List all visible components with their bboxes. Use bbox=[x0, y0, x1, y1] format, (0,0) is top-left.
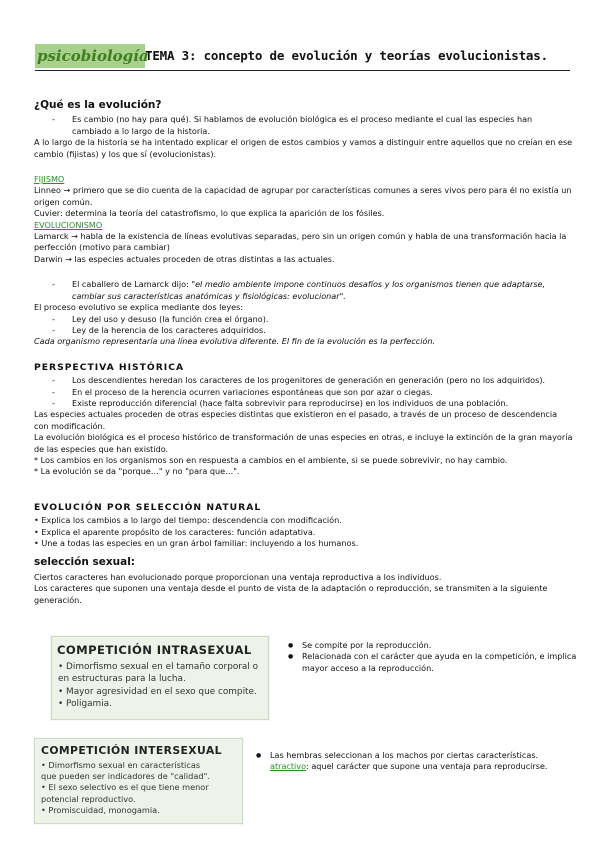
intrasexual-item-2: • Mayor agresividad en el sexo que compite. bbox=[58, 686, 257, 697]
sexual-paragraph-2: Los caracteres que suponen una ventaja desde el punto de vista de la adaptación o reproducción, se transmiten a la siguiente generación. bbox=[34, 583, 548, 605]
quote-prefix: El caballero de Lamarck dijo: bbox=[72, 279, 192, 290]
historica-dash-3: - Existe reproducción diferencial (hace falta sobrevivir para reproducirse) en los individuos de una población. bbox=[34, 398, 574, 409]
natural-bullet-2: • Explica el aparente propósito de los caracteres: función adaptativa. bbox=[34, 526, 316, 537]
header-underline bbox=[35, 70, 570, 71]
natural-bullet-3: • Une a todas las especies en un gran árbol familiar: incluyendo a los humanos. bbox=[34, 538, 359, 548]
intersexual-item-1b: que pueden ser indicadores de "calidad". bbox=[41, 771, 210, 782]
intrasexual-item-1: • Dimorfismo sexual en el tamaño corporal o bbox=[58, 662, 259, 672]
intrasexual-note-2: ● Relacionada con el carácter que ayuda en la competición, e implica mayor acceso a la reproducción. bbox=[288, 651, 578, 674]
intrasexual-note-1: ● Se compite por la reproducción. bbox=[288, 640, 578, 651]
historica-dash-2: - En el proceso de la herencia ocurren variaciones espontáneas que son por azar o ciegas. bbox=[34, 387, 574, 398]
fijismo-label: FIJISMO bbox=[34, 174, 65, 185]
intrasexual-item-3: • Poligamia. bbox=[58, 699, 112, 710]
lamarck-quote bbox=[34, 279, 574, 302]
intro-paragraph: A lo largo de la historia se ha intentado explicar el origen de estos cambios y vamos a distinguir entre aquellos que no creían en ese cambio (fijistas) y los que sí (evolucionistas). bbox=[34, 137, 573, 159]
section-heading-que-es: ¿Qué es la evolución? bbox=[34, 99, 162, 111]
intersexual-item-2: • El sexo selectivo es el que tiene menor bbox=[41, 782, 209, 793]
historica-paragraph-1: Las especies actuales proceden de otras especies distintas que existieron en el pasado, a través de un proceso de descendencia con modificación. bbox=[34, 409, 558, 431]
page-header bbox=[35, 44, 570, 72]
quote-text: "el medio ambiente impone continuos desafíos y los organismos tienen que adaptarse, cambiar sus características anatómicas y fisiológicas: evolucionar". bbox=[72, 279, 546, 301]
historica-paragraph-2: La evolución biológica es el proceso histórico de transformación de unas especies en otras, e incluye la extinción de la gran mayoría de las especies que han existido. bbox=[34, 432, 573, 454]
intersexual-note-1: ● Las hembras seleccionan a los machos por ciertas características. bbox=[256, 750, 586, 761]
intrasexual-title: COMPETICIÓN INTRASEXUAL bbox=[57, 643, 252, 657]
cuvier-paragraph: Cuvier: determina la teoría del catastrofismo, lo que explica la aparición de los fósiles. bbox=[34, 208, 385, 219]
historica-note-2: * La evolución se da "porque…" y no "para que…". bbox=[34, 466, 240, 477]
darwin-paragraph: Darwin → las especies actuales proceden de otras distintas a las actuales. bbox=[34, 253, 335, 264]
intrasexual-item-1b: en estructuras para la lucha. bbox=[58, 674, 186, 685]
lamarck-paragraph: Lamarck → habla de la existencia de líneas evolutivas separadas, pero sin un origen común y habla de una transformación hacia la perfección (motivo para cambiar) bbox=[34, 231, 567, 253]
intersexual-item-3: • Promiscuidad, monogamia. bbox=[41, 804, 160, 815]
historica-note-1: * Los cambios en los organismos son en respuesta a cambios en el ambiente, si se puede sobrevivir, no hay cambio. bbox=[34, 454, 508, 465]
intersexual-notes bbox=[256, 750, 586, 773]
intersexual-note-2 bbox=[256, 761, 586, 772]
intersexual-item-1: • Dimorfismo sexual en características bbox=[41, 760, 201, 770]
atractivo-definition: : aquel carácter que supone una ventaja para reproducirse. bbox=[306, 761, 548, 772]
laws-intro: El proceso evolutivo se explica mediante dos leyes: bbox=[34, 302, 244, 313]
section-heading-seleccion-natural: EVOLUCIÓN POR SELECCIÓN NATURAL bbox=[34, 501, 262, 513]
brand-title: psicobiología bbox=[35, 44, 145, 68]
historica-dash-1: - Los descendientes heredan los caracteres de los progenitores de generación en generación (pero no los adquiridos). bbox=[34, 375, 574, 386]
section-heading-seleccion-sexual: selección sexual: bbox=[34, 556, 135, 569]
intersexual-box bbox=[34, 738, 243, 824]
linneo-paragraph: Linneo → primero que se dio cuenta de la capacidad de agrupar por características comunes a seres vivos pero para él no existía un origen común. bbox=[34, 185, 572, 207]
lamarck-closing: Cada organismo representaría una línea evolutiva diferente. El fin de la evolución es la perfección. bbox=[34, 336, 436, 347]
document-body bbox=[34, 100, 574, 606]
page-title: TEMA 3: concepto de evolución y teorías evolucionistas. bbox=[145, 48, 548, 63]
intrasexual-notes bbox=[288, 640, 578, 674]
law-item-1: - Ley del uso y desuso (la función crea el órgano). bbox=[34, 314, 574, 325]
section-heading-historica: PERSPECTIVA HISTÓRICA bbox=[34, 361, 185, 373]
intersexual-item-2b: potencial reproductivo. bbox=[41, 793, 136, 804]
intro-dash-item: - Es cambio (no hay para qué). Si hablamos de evolución biológica es el proceso mediante el cual las especies han cambiado a lo largo de la historia. bbox=[34, 114, 574, 137]
sexual-paragraph-1: Ciertos caracteres han evolucionado porque proporcionan una ventaja reproductiva a los individuos. bbox=[34, 571, 442, 582]
atractivo-term: atractivo bbox=[270, 761, 307, 772]
natural-bullet-1: • Explica los cambios a lo largo del tiempo: descendencia con modificación. bbox=[34, 515, 342, 526]
evolucionismo-label: EVOLUCIONISMO bbox=[34, 219, 103, 230]
law-item-2: - Ley de la herencia de los caracteres adquiridos. bbox=[34, 325, 574, 336]
intersexual-title: COMPETICIÓN INTERSEXUAL bbox=[41, 744, 222, 757]
intrasexual-box bbox=[51, 636, 269, 720]
